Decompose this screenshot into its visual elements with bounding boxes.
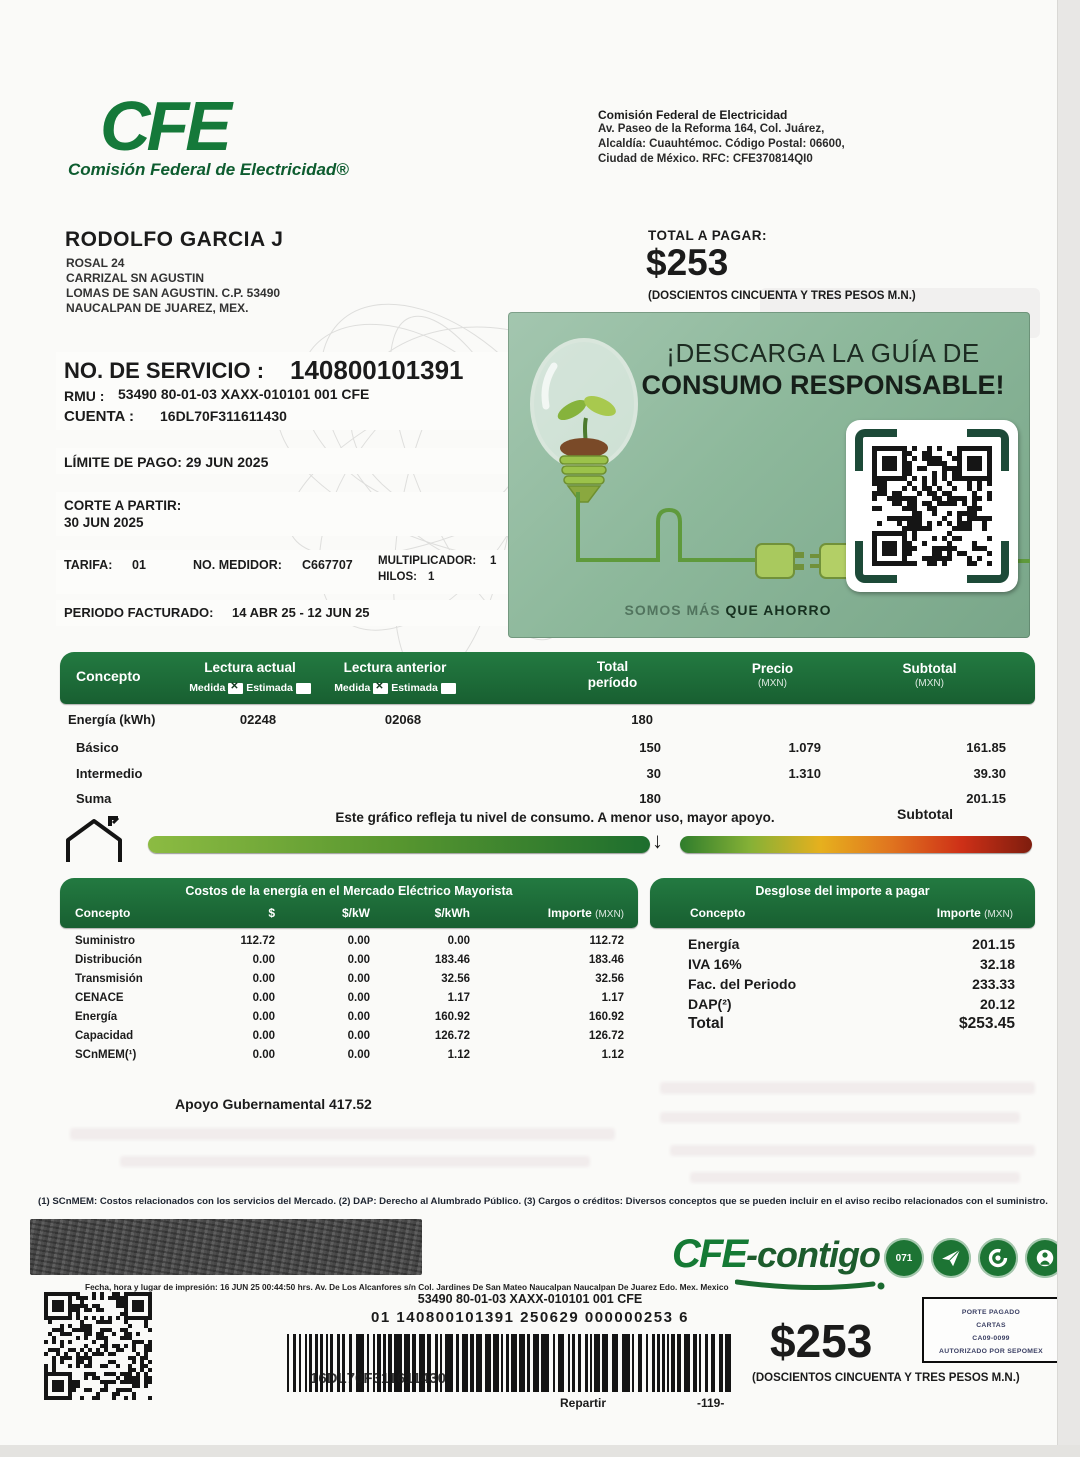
paper-plane-icon [931, 1238, 971, 1278]
call-center-071-icon: 071 [884, 1238, 924, 1278]
table-row: IVA 16% 32.18 [688, 956, 1015, 972]
refresh-circle-icon [978, 1238, 1018, 1278]
table-row: Distribución 0.00 0.00 183.46 183.46 [75, 954, 624, 966]
brand-contigo: contigo [757, 1234, 880, 1275]
banner-headline1: ¡DESCARGA LA GUÍA DE [666, 338, 980, 368]
table-row: Fac. del Periodo 233.33 [688, 976, 1015, 992]
account-value: 16DL70F311611430 [160, 408, 287, 424]
barcode-text: 16DL70F311611430 [310, 1370, 446, 1387]
payment-reference-line: 01 140800101391 250629 000000253 6 [371, 1309, 689, 1326]
customer-address-line: LOMAS DE SAN AGUSTIN. C.P. 53490 [66, 286, 281, 300]
gradient-caption: Este gráfico refleja tu nivel de consumo. A menor uso, mayor apoyo. [335, 810, 775, 825]
medida-estimada-group [320, 682, 470, 694]
qr-code [872, 446, 992, 566]
table-row: Suministro 112.72 0.00 0.00 112.72 [75, 935, 624, 947]
costs-table-header [60, 878, 638, 928]
footnote: (1) SCnMEM: Costos relacionados con los servicios del Mercado. (2) DAP: Derecho al Alumbrado Público. (3) Cargos o créditos: Diversos conceptos que se pueden incluir en el aviso recibo relacionados con el suministro. [38, 1196, 1048, 1207]
col-lectura-actual: Lectura actual [204, 660, 296, 675]
total-due-label: TOTAL A PAGAR: [648, 228, 767, 243]
footer-rmu-line: 53490 80-01-03 XAXX-010101 001 CFE [417, 1292, 643, 1306]
table-row: SCnMEM(¹) 0.00 0.00 1.12 1.12 [75, 1049, 624, 1061]
table-row: Energía (kWh) 02248 02068 180 [68, 712, 653, 727]
total-due-amount: $253 [646, 242, 729, 283]
customer-address-line: CARRIZAL SN AGUSTIN [66, 271, 204, 285]
billing-period-value: 14 ABR 25 - 12 JUN 25 [232, 605, 370, 620]
page-number: -119- [697, 1396, 725, 1410]
col-concepto: Concepto [76, 668, 141, 684]
service-no-value: 140800101391 [290, 355, 464, 385]
redaction-smudge [30, 1219, 422, 1275]
postage-paid-stamp: PORTE PAGADO CARTAS CA09-0099 AUTORIZADO POR SEPOMEX [922, 1297, 1060, 1363]
promo-banner [508, 312, 1030, 638]
cfe-logo-subtitle: Comisión Federal de Electricidad® [68, 160, 349, 179]
ghost-print [70, 1128, 615, 1140]
house-icon [58, 814, 136, 864]
payment-deadline [64, 454, 268, 470]
banner-headline2: CONSUMO RESPONSABLE! [641, 370, 1005, 400]
banner-qr-panel [846, 420, 1018, 592]
col-subtotal: Subtotal (MXN) [902, 661, 957, 689]
consumption-bar-low [148, 836, 650, 853]
medida-estimada-group [175, 682, 325, 694]
estimada-label: Estimada [246, 682, 293, 694]
ghost-print [670, 1145, 1035, 1156]
company-address-line: Comisión Federal de Electricidad [598, 108, 788, 122]
estimada-checkbox [441, 683, 456, 694]
customer-address-line: NAUCALPAN DE JUAREZ, MEX. [66, 301, 249, 315]
tariff-value: 01 [132, 558, 146, 572]
consumption-table-header [60, 652, 1035, 704]
tagline-bold: QUE AHORRO [725, 602, 832, 618]
col-total-periodo: Total período [587, 659, 638, 690]
payment-deadline-value: 29 JUN 2025 [185, 454, 269, 470]
col-concepto: Concepto [690, 906, 746, 920]
brand-cfe: CFE [672, 1232, 746, 1276]
ghost-print [120, 1156, 590, 1167]
customer-address-line: ROSAL 24 [66, 256, 125, 270]
table-row: Energía 201.15 [688, 936, 1015, 952]
scan-edge [1057, 0, 1080, 1457]
table-row: Suma 180 201.15 [76, 791, 1006, 806]
costs-table-title: Costos de la energía en el Mercado Eléctrico Mayorista [185, 884, 513, 898]
medida-checkbox-checked [373, 683, 388, 694]
tariff-label: TARIFA: [64, 558, 113, 572]
table-row: DAP(²) 20.12 [688, 996, 1015, 1012]
cfe-contigo-logo [672, 1232, 880, 1277]
rmu-label: RMU : [64, 388, 105, 404]
meter-label: NO. MEDIDOR: [193, 558, 282, 572]
table-row: Transmisión 0.00 0.00 32.56 32.56 [75, 973, 624, 985]
table-row: Intermedio 30 1.310 39.30 [76, 766, 1006, 781]
company-address-line: Alcaldía: Cuauhtémoc. Código Postal: 06600, [598, 138, 845, 150]
col-precio: Precio (MXN) [751, 661, 794, 689]
ghost-print [690, 1172, 1020, 1183]
meter-value: C667707 [302, 558, 353, 572]
table-row: Energía 0.00 0.00 160.92 160.92 [75, 1011, 624, 1023]
table-row: Básico 150 1.079 161.85 [76, 740, 1006, 755]
payment-deadline-label: LÍMITE DE PAGO: [64, 454, 182, 470]
estimada-label: Estimada [391, 682, 438, 694]
billing-period-label: PERIODO FACTURADO: [64, 605, 214, 620]
col-importe: Importe (MXN) [936, 906, 1013, 920]
company-address-line: Ciudad de México. RFC: CFE370814QI0 [598, 153, 813, 165]
costs-table-columns: Concepto $ $/kW $/kWh Importe (MXN) [75, 906, 624, 920]
medida-checkbox-checked [228, 683, 243, 694]
print-info: Fecha, hora y lugar de impresión: 16 JUN 25 00:44:50 hrs. Av. De Los Alcanfores s/n Col. Jardines De San Mateo Naucalpan Naucalpan De Juarez Edo. Mex. Mexico [85, 1282, 729, 1292]
breakdown-table-title: Desglose del importe a pagar [755, 884, 930, 898]
cfe-logo: CFE [100, 87, 228, 165]
brand-dash: - [746, 1234, 757, 1275]
medida-label: Medida [334, 682, 371, 694]
table-row-total: Total $253.45 [688, 1015, 1015, 1032]
gradient-subtotal-label: Subtotal [897, 806, 953, 822]
account-label: CUENTA : [64, 408, 134, 425]
payment-qr-code [44, 1292, 152, 1400]
footer-amount: $253 [770, 1315, 873, 1367]
consumption-bar-high [680, 836, 1032, 853]
consumption-marker-arrow: ↓ [652, 828, 663, 853]
multiplier-value: 1 [490, 555, 497, 567]
wires-value: 1 [428, 571, 435, 583]
col-lectura-anterior: Lectura anterior [343, 660, 447, 675]
ghost-print [660, 1082, 1035, 1094]
government-support: Apoyo Gubernamental 417.52 [175, 1096, 372, 1112]
company-address-line: Av. Paseo de la Reforma 164, Col. Juárez, [598, 123, 825, 135]
cutoff-date: 30 JUN 2025 [64, 515, 144, 530]
cutoff-label: CORTE A PARTIR: [64, 498, 182, 513]
tagline-light: SOMOS MÁS [624, 602, 721, 618]
multiplier-label: MULTIPLICADOR: [378, 555, 477, 567]
banner-tagline [508, 602, 948, 618]
contigo-swoosh [735, 1276, 885, 1292]
table-row: Capacidad 0.00 0.00 126.72 126.72 [75, 1030, 624, 1042]
footer-amount-words: (DOSCIENTOS CINCUENTA Y TRES PESOS M.N.) [752, 1372, 1020, 1384]
table-row: CENACE 0.00 0.00 1.17 1.17 [75, 992, 624, 1004]
service-no-label: NO. DE SERVICIO : [64, 358, 265, 383]
total-due-words: (DOSCIENTOS CINCUENTA Y TRES PESOS M.N.) [648, 290, 916, 302]
medida-label: Medida [189, 682, 226, 694]
scan-edge [0, 1445, 1080, 1457]
rmu-value: 53490 80-01-03 XAXX-010101 001 CFE [118, 386, 370, 402]
repartir-label: Repartir [560, 1396, 607, 1410]
breakdown-table-header [650, 878, 1035, 928]
estimada-checkbox [296, 683, 311, 694]
ghost-print [660, 1112, 1020, 1123]
wires-label: HILOS: [378, 571, 417, 583]
customer-name: RODOLFO GARCIA J [65, 228, 284, 251]
